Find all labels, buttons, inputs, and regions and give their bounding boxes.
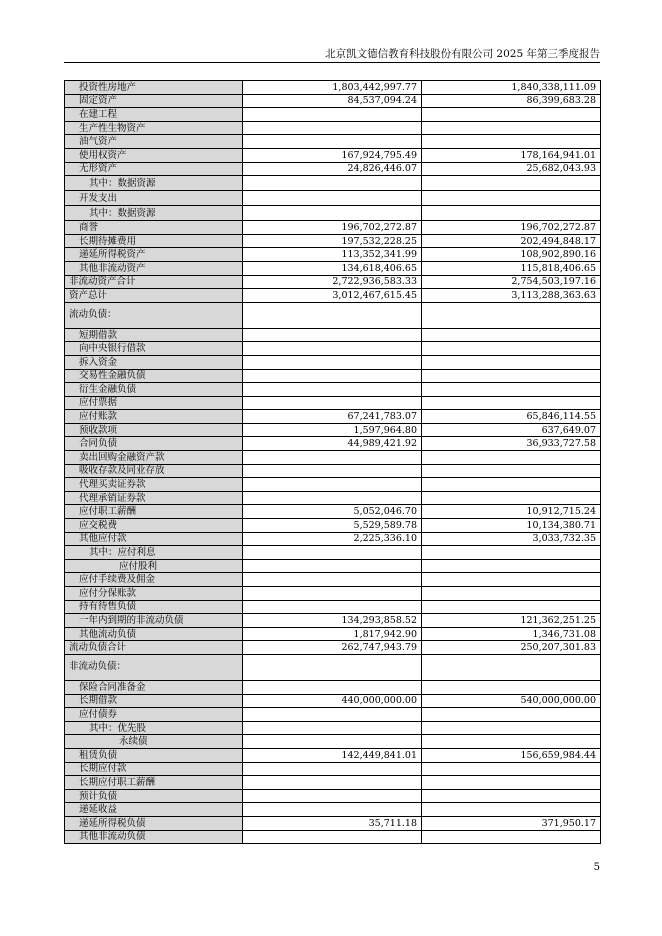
row-label: 商誉: [65, 221, 243, 235]
balance-sheet-body: [65, 81, 601, 844]
period-end-value: [243, 328, 422, 342]
prior-period-value: [422, 587, 601, 601]
row-label: 卖出回购金融资产款: [65, 451, 243, 465]
prior-period-value: [422, 464, 601, 478]
period-end-value: 84,537,094.24: [243, 94, 422, 108]
prior-period-value: 540,000,000.00: [422, 694, 601, 708]
table-row: [65, 342, 601, 356]
row-label: 拆入资金: [65, 355, 243, 369]
row-label: 长期待摊费用: [65, 234, 243, 248]
table-row: [65, 546, 601, 560]
section-header-row: [65, 654, 601, 680]
row-label: 长期应付职工薪酬: [65, 776, 243, 790]
row-label: 应付手续费及佣金: [65, 573, 243, 587]
period-end-value: 2,722,936,583.33: [243, 275, 422, 289]
prior-period-value: 86,399,683.28: [422, 94, 601, 108]
table-row: [65, 261, 601, 275]
row-label: 其中：数据资源: [65, 206, 243, 221]
prior-period-value: [422, 191, 601, 206]
prior-period-value: 156,659,984.44: [422, 748, 601, 762]
table-row: [65, 135, 601, 149]
period-end-value: [243, 721, 422, 735]
period-end-value: 1,817,942.90: [243, 627, 422, 641]
row-label: 应付账款: [65, 410, 243, 424]
row-label: 递延所得税负债: [65, 816, 243, 830]
period-end-value: 5,529,589.78: [243, 519, 422, 533]
prior-period-value: 36,933,727.58: [422, 437, 601, 451]
row-label: 租赁负债: [65, 748, 243, 762]
period-end-value: 197,532,228.25: [243, 234, 422, 248]
period-end-value: 24,826,446.07: [243, 162, 422, 176]
row-label: 资产总计: [65, 289, 243, 303]
table-row: [65, 680, 601, 694]
period-end-value: [243, 121, 422, 135]
prior-period-value: 202,494,848.17: [422, 234, 601, 248]
table-row: [65, 275, 601, 289]
period-end-value: 167,924,795.49: [243, 148, 422, 162]
period-end-value: [243, 491, 422, 505]
row-label: 代理买卖证券款: [65, 478, 243, 492]
row-label: 短期借款: [65, 328, 243, 342]
prior-period-value: [422, 396, 601, 410]
period-end-value: [243, 369, 422, 383]
row-label: 非流动资产合计: [65, 275, 243, 289]
period-end-value: [243, 546, 422, 560]
row-label: 投资性房地产: [65, 81, 243, 95]
row-label: 其中：数据资源: [65, 176, 243, 191]
prior-period-value: 115,818,406.65: [422, 261, 601, 275]
table-row: [65, 410, 601, 424]
period-end-value: [243, 135, 422, 149]
prior-period-value: 25,682,043.93: [422, 162, 601, 176]
table-row: [65, 121, 601, 135]
table-row: [65, 627, 601, 641]
period-end-value: [243, 680, 422, 694]
prior-period-value: 3,113,288,363.63: [422, 289, 601, 303]
prior-period-value: 65,846,114.55: [422, 410, 601, 424]
prior-period-value: [422, 355, 601, 369]
section-header-row: [65, 302, 601, 328]
table-row: [65, 830, 601, 844]
row-label: 向中央银行借款: [65, 342, 243, 356]
row-label: 应付分保账款: [65, 587, 243, 601]
row-label: 非流动负债：: [65, 654, 243, 680]
table-row: [65, 532, 601, 546]
period-end-value: 134,293,858.52: [243, 614, 422, 628]
row-label: 生产性生物资产: [65, 121, 243, 135]
table-row: [65, 519, 601, 533]
prior-period-value: [422, 383, 601, 397]
period-end-value: [243, 108, 422, 122]
row-label: 开发支出: [65, 191, 243, 206]
row-label: 流动负债合计: [65, 641, 243, 655]
prior-period-value: [422, 776, 601, 790]
table-row: [65, 505, 601, 519]
prior-period-value: [422, 803, 601, 817]
period-end-value: [243, 478, 422, 492]
period-end-value: 35,711.18: [243, 816, 422, 830]
prior-period-value: 1,346,731.08: [422, 627, 601, 641]
period-end-value: 3,012,467,615.45: [243, 289, 422, 303]
period-end-value: [243, 464, 422, 478]
table-row: [65, 816, 601, 830]
period-end-value: 196,702,272.87: [243, 221, 422, 235]
period-end-value: [243, 789, 422, 803]
row-label: 持有待售负债: [65, 600, 243, 614]
prior-period-value: [422, 176, 601, 191]
row-label: 衍生金融负债: [65, 383, 243, 397]
period-end-value: 2,225,336.10: [243, 532, 422, 546]
period-end-value: [243, 600, 422, 614]
prior-period-value: [422, 302, 601, 328]
table-row: [65, 369, 601, 383]
prior-period-value: 178,164,941.01: [422, 148, 601, 162]
prior-period-value: 121,362,251.25: [422, 614, 601, 628]
table-row: [65, 206, 601, 221]
prior-period-value: [422, 735, 601, 749]
period-end-value: 1,597,964.80: [243, 423, 422, 437]
period-end-value: [243, 191, 422, 206]
prior-period-value: [422, 546, 601, 560]
table-row: [65, 191, 601, 206]
period-end-value: 134,618,406.65: [243, 261, 422, 275]
table-row: [65, 289, 601, 303]
prior-period-value: [422, 491, 601, 505]
table-row: [65, 81, 601, 95]
table-row: [65, 176, 601, 191]
prior-period-value: [422, 559, 601, 573]
table-row: [65, 355, 601, 369]
report-header-title: 北京凯文德信教育科技股份有限公司 2025 年第三季度报告: [325, 48, 600, 60]
row-label: 应交税费: [65, 519, 243, 533]
row-label: 长期应付款: [65, 762, 243, 776]
page-number: 5: [593, 862, 600, 873]
row-label: 在建工程: [65, 108, 243, 122]
row-label: 吸收存款及同业存放: [65, 464, 243, 478]
row-label: 代理承销证券款: [65, 491, 243, 505]
table-row: [65, 328, 601, 342]
row-label: 其他应付款: [65, 532, 243, 546]
table-row: [65, 573, 601, 587]
period-end-value: [243, 176, 422, 191]
table-row: [65, 451, 601, 465]
period-end-value: 262,747,943.79: [243, 641, 422, 655]
table-row: [65, 762, 601, 776]
period-end-value: 5,052,046.70: [243, 505, 422, 519]
row-label: 长期借款: [65, 694, 243, 708]
table-row: [65, 789, 601, 803]
period-end-value: [243, 762, 422, 776]
row-label: 流动负债：: [65, 302, 243, 328]
row-label: 其他流动负债: [65, 627, 243, 641]
prior-period-value: [422, 206, 601, 221]
prior-period-value: 196,702,272.87: [422, 221, 601, 235]
prior-period-value: [422, 121, 601, 135]
period-end-value: [243, 559, 422, 573]
period-end-value: [243, 396, 422, 410]
prior-period-value: [422, 478, 601, 492]
row-label: 预计负债: [65, 789, 243, 803]
row-label: 递延所得税资产: [65, 248, 243, 262]
table-row: [65, 437, 601, 451]
row-label: 其他非流动负债: [65, 830, 243, 844]
prior-period-value: 1,840,338,111.09: [422, 81, 601, 95]
row-label: 其中：应付利息: [65, 546, 243, 560]
table-row: [65, 776, 601, 790]
period-end-value: [243, 708, 422, 722]
table-row: [65, 464, 601, 478]
table-row: [65, 478, 601, 492]
prior-period-value: [422, 573, 601, 587]
row-label: 交易性金融负债: [65, 369, 243, 383]
prior-period-value: [422, 451, 601, 465]
period-end-value: [243, 573, 422, 587]
period-end-value: [243, 803, 422, 817]
row-label: 其中：优先股: [65, 721, 243, 735]
prior-period-value: [422, 600, 601, 614]
prior-period-value: [422, 721, 601, 735]
table-row: [65, 423, 601, 437]
prior-period-value: [422, 654, 601, 680]
table-row: [65, 221, 601, 235]
row-label: 应付股利: [65, 559, 243, 573]
table-row: [65, 396, 601, 410]
prior-period-value: 371,950.17: [422, 816, 601, 830]
row-label: 应付票据: [65, 396, 243, 410]
table-row: [65, 94, 601, 108]
period-end-value: [243, 830, 422, 844]
table-row: [65, 383, 601, 397]
table-row: [65, 587, 601, 601]
row-label: 其他非流动资产: [65, 261, 243, 275]
row-label: 应付债券: [65, 708, 243, 722]
period-end-value: [243, 735, 422, 749]
prior-period-value: [422, 369, 601, 383]
period-end-value: [243, 342, 422, 356]
prior-period-value: 3,033,732.35: [422, 532, 601, 546]
row-label: 应付职工薪酬: [65, 505, 243, 519]
row-label: 预收款项: [65, 423, 243, 437]
table-row: [65, 708, 601, 722]
row-label: 油气资产: [65, 135, 243, 149]
row-label: 无形资产: [65, 162, 243, 176]
period-end-value: 142,449,841.01: [243, 748, 422, 762]
period-end-value: [243, 776, 422, 790]
period-end-value: [243, 206, 422, 221]
period-end-value: [243, 587, 422, 601]
prior-period-value: [422, 108, 601, 122]
row-label: 合同负债: [65, 437, 243, 451]
row-label: 固定资产: [65, 94, 243, 108]
table-row: [65, 600, 601, 614]
prior-period-value: 108,902,890.16: [422, 248, 601, 262]
prior-period-value: 250,207,301.83: [422, 641, 601, 655]
period-end-value: [243, 451, 422, 465]
period-end-value: [243, 383, 422, 397]
table-row: [65, 234, 601, 248]
table-row: [65, 748, 601, 762]
prior-period-value: 637,649.07: [422, 423, 601, 437]
row-label: 递延收益: [65, 803, 243, 817]
table-row: [65, 641, 601, 655]
balance-sheet-table: [64, 80, 601, 844]
prior-period-value: [422, 762, 601, 776]
table-row: [65, 614, 601, 628]
row-label: 保险合同准备金: [65, 680, 243, 694]
table-row: [65, 491, 601, 505]
table-row: [65, 694, 601, 708]
period-end-value: 44,989,421.92: [243, 437, 422, 451]
prior-period-value: [422, 708, 601, 722]
prior-period-value: [422, 789, 601, 803]
prior-period-value: [422, 342, 601, 356]
table-row: [65, 162, 601, 176]
row-label: 永续债: [65, 735, 243, 749]
prior-period-value: [422, 328, 601, 342]
table-row: [65, 721, 601, 735]
table-row: [65, 148, 601, 162]
period-end-value: 1,803,442,997.77: [243, 81, 422, 95]
table-row: [65, 108, 601, 122]
table-row: [65, 559, 601, 573]
prior-period-value: 10,912,715.24: [422, 505, 601, 519]
table-row: [65, 248, 601, 262]
prior-period-value: [422, 680, 601, 694]
header-rule: [64, 62, 600, 63]
period-end-value: [243, 654, 422, 680]
period-end-value: [243, 355, 422, 369]
period-end-value: 113,352,341.99: [243, 248, 422, 262]
prior-period-value: 2,754,503,197.16: [422, 275, 601, 289]
row-label: 一年内到期的非流动负债: [65, 614, 243, 628]
period-end-value: 440,000,000.00: [243, 694, 422, 708]
table-row: [65, 735, 601, 749]
table-row: [65, 803, 601, 817]
period-end-value: 67,241,783.07: [243, 410, 422, 424]
prior-period-value: 10,134,380.71: [422, 519, 601, 533]
period-end-value: [243, 302, 422, 328]
prior-period-value: [422, 135, 601, 149]
row-label: 使用权资产: [65, 148, 243, 162]
prior-period-value: [422, 830, 601, 844]
